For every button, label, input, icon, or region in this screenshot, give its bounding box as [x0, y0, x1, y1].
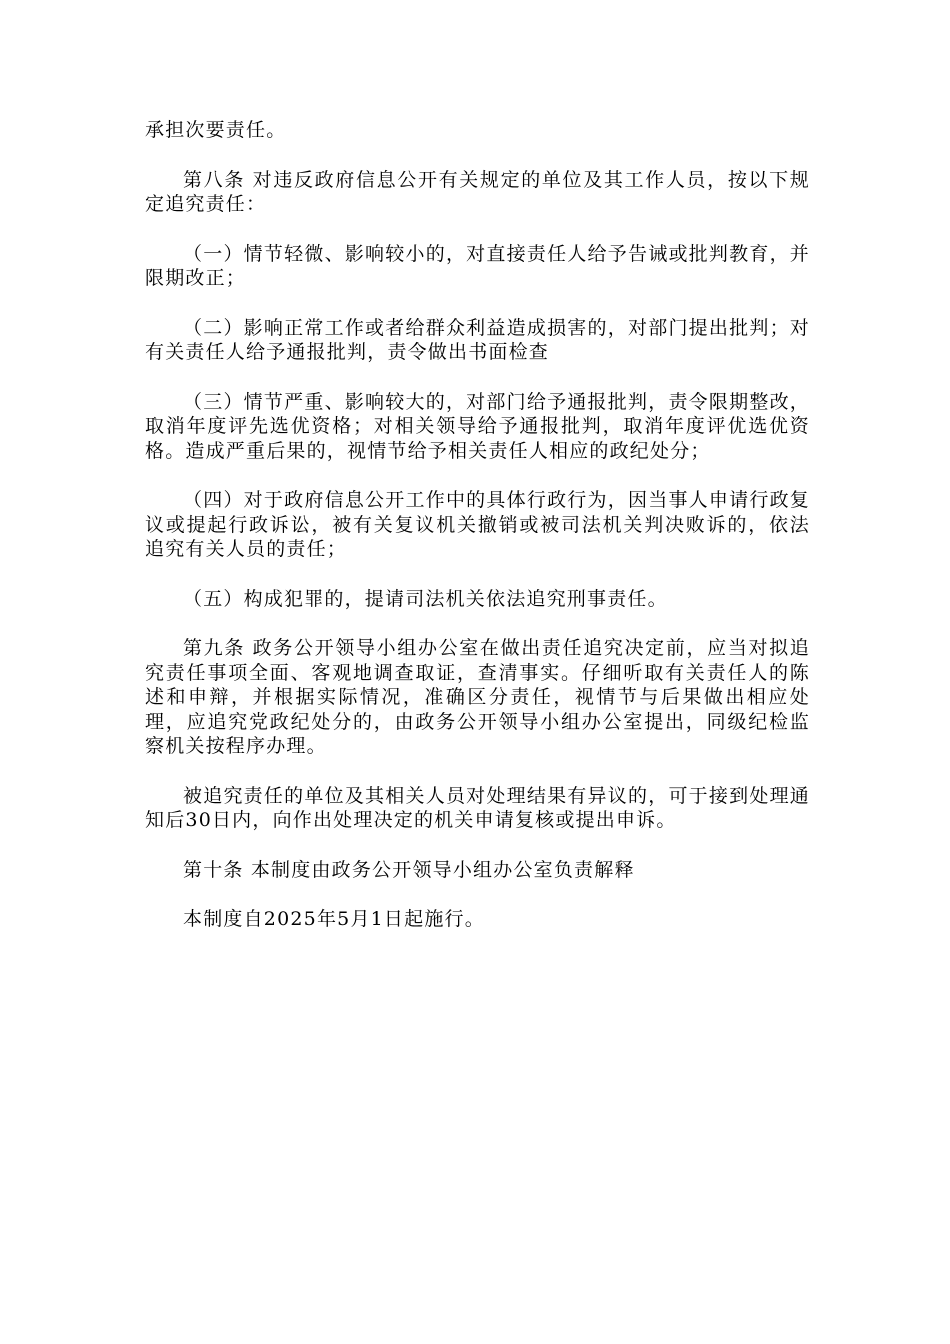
paragraph-continuation: 承担次要责任。 — [145, 119, 287, 141]
paragraph-item-4: （四）对于政府信息公开工作中的具体行政行为，因当事人申请行政复议或提起行政诉讼，被有关复议机关撤销或被司法机关判决败诉的，依法追究有关人员的责任； — [145, 489, 810, 560]
paragraph-effective-date: 本制度自2025年5月1日起施行。 — [183, 908, 485, 930]
paragraph-article-8: 第八条 对违反政府信息公开有关规定的单位及其工作人员，按以下规定追究责任： — [145, 168, 810, 215]
paragraph-item-3: （三）情节严重、影响较大的，对部门给予通报批判，责令限期整改，取消年度评先选优资格；对相关领导给予通报批判，取消年度评优选优资格。造成严重后果的，视情节给予相关责任人相应的政纪处分； — [145, 390, 810, 462]
paragraph-item-5: （五）构成犯罪的，提请司法机关依法追究刑事责任。 — [183, 587, 668, 610]
document-body — [145, 118, 810, 932]
paragraph-appeal: 被追究责任的单位及其相关人员对处理结果有异议的，可于接到处理通知后30日内，向作出处理决定的机关申请复核或提出申诉。 — [145, 784, 810, 831]
paragraph-item-1: （一）情节轻微、影响较小的，对直接责任人给予告诫或批判教育，并限期改正； — [145, 242, 810, 289]
paragraph-article-10: 第十条 本制度由政务公开领导小组办公室负责解释 — [183, 858, 635, 881]
paragraph-article-9: 第九条 政务公开领导小组办公室在做出责任追究决定前，应当对拟追究责任事项全面、客观地调查取证，查清事实。仔细听取有关责任人的陈述和申辩，并根据实际情况，准确区分责任，视情节与后果做出相应处理，应追究党政纪处分的，由政务公开领导小组办公室提出，同级纪检监察机关按程序办理。 — [145, 637, 810, 757]
paragraph-item-2: （二）影响正常工作或者给群众利益造成损害的，对部门提出批判；对有关责任人给予通报批判，责令做出书面检查 — [145, 316, 810, 363]
